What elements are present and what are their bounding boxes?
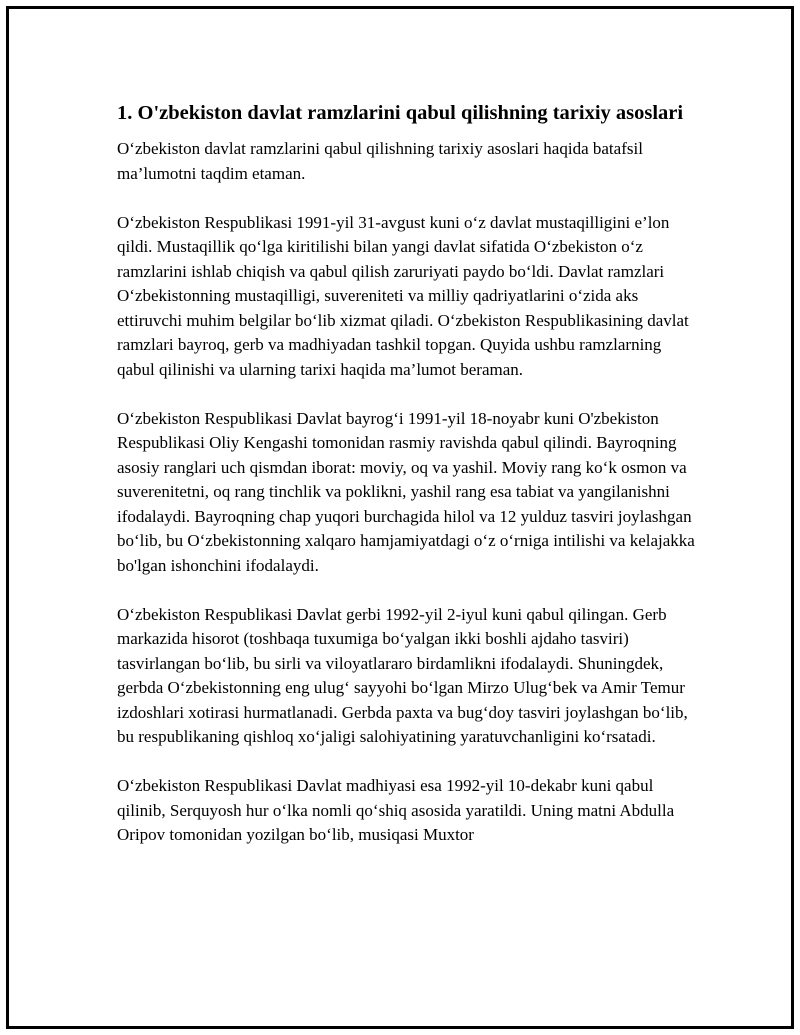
paragraph-emblem: O‘zbekiston Respublikasi Davlat gerbi 1992-yil 2-iyul kuni qabul qilingan. Gerb markazida hisorot (toshbaqa tuxumiga bo‘yalgan ikki boshli ajdaho tasviri) tasvirlangan bo‘lib, bu sirli va viloyatlararo birdamlikni ifodalaydi. Shuningdek, gerbda O‘zbekistonning eng ulug‘ sayyohi bo‘lgan Mirzo Ulug‘bek va Amir Temur izdoshlari xotirasi hurmatlanadi. Gerbda paxta va bug‘doy tasviri joylashgan bo‘lib, bu respublikaning qishloq xo‘jaligi salohiyatining yaratuvchanligini ko‘rsatadi. <box>117 604 688 746</box>
document-body <box>117 99 697 872</box>
paragraph-flag: O‘zbekiston Respublikasi Davlat bayrog‘i 1991-yil 18-noyabr kuni O'zbekiston Respublikasi Oliy Kengashi tomonidan rasmiy ravishda qabul qilindi. Bayroqning asosiy ranglari uch qismdan iborat: moviy, oq va yashil. Moviy rang ko‘k osmon va suverenitetni, oq rang tinchlik va poklikni, yashil rang esa tabiat va yangilanishni ifodalaydi. Bayroqning chap yuqori burchagida hilol va 12 yulduz tasviri joylashgan bo‘lib, bu O‘zbekistonning xalqaro hamjamiyatdagi o‘z o‘rniga intilishi va kelajakka bo'lgan ishonchini ifodalaydi. <box>117 408 695 575</box>
page-frame <box>6 6 794 1029</box>
paragraph-intro: O‘zbekiston davlat ramzlarini qabul qilishning tarixiy asoslari haqida batafsil ma’lumotni taqdim etaman. <box>117 139 643 183</box>
paragraph-independence: O‘zbekiston Respublikasi 1991-yil 31-avgust kuni o‘z davlat mustaqilligini e’lon qildi. Mustaqillik qo‘lga kiritilishi bilan yangi davlat sifatida O‘zbekiston o‘z ramzlarini ishlab chiqish va qabul qilish zaruriyati paydo bo‘ldi. Davlat ramzlari O‘zbekistonning mustaqilligi, suvereniteti va milliy qadriyatlarini o‘zida aks ettiruvchi muhim belgilar bo‘lib xizmat qiladi. O‘zbekiston Respublikasining davlat ramzlari bayroq, gerb va madhiyadan tashkil topgan. Quyida ushbu ramzlarning qabul qilinishi va ularning tarixi haqida ma’lumot beraman. <box>117 212 689 379</box>
paragraph-anthem: O‘zbekiston Respublikasi Davlat madhiyasi esa 1992-yil 10-dekabr kuni qabul qilinib, Serquyosh hur o‘lka nomli qo‘shiq asosida yaratildi. Uning matni Abdulla Oripov tomonidan yozilgan bo‘lib, musiqasi Muxtor <box>117 776 675 844</box>
section-heading: 1. O'zbekiston davlat ramzlarini qabul qilishning tarixiy asoslari <box>117 102 684 124</box>
